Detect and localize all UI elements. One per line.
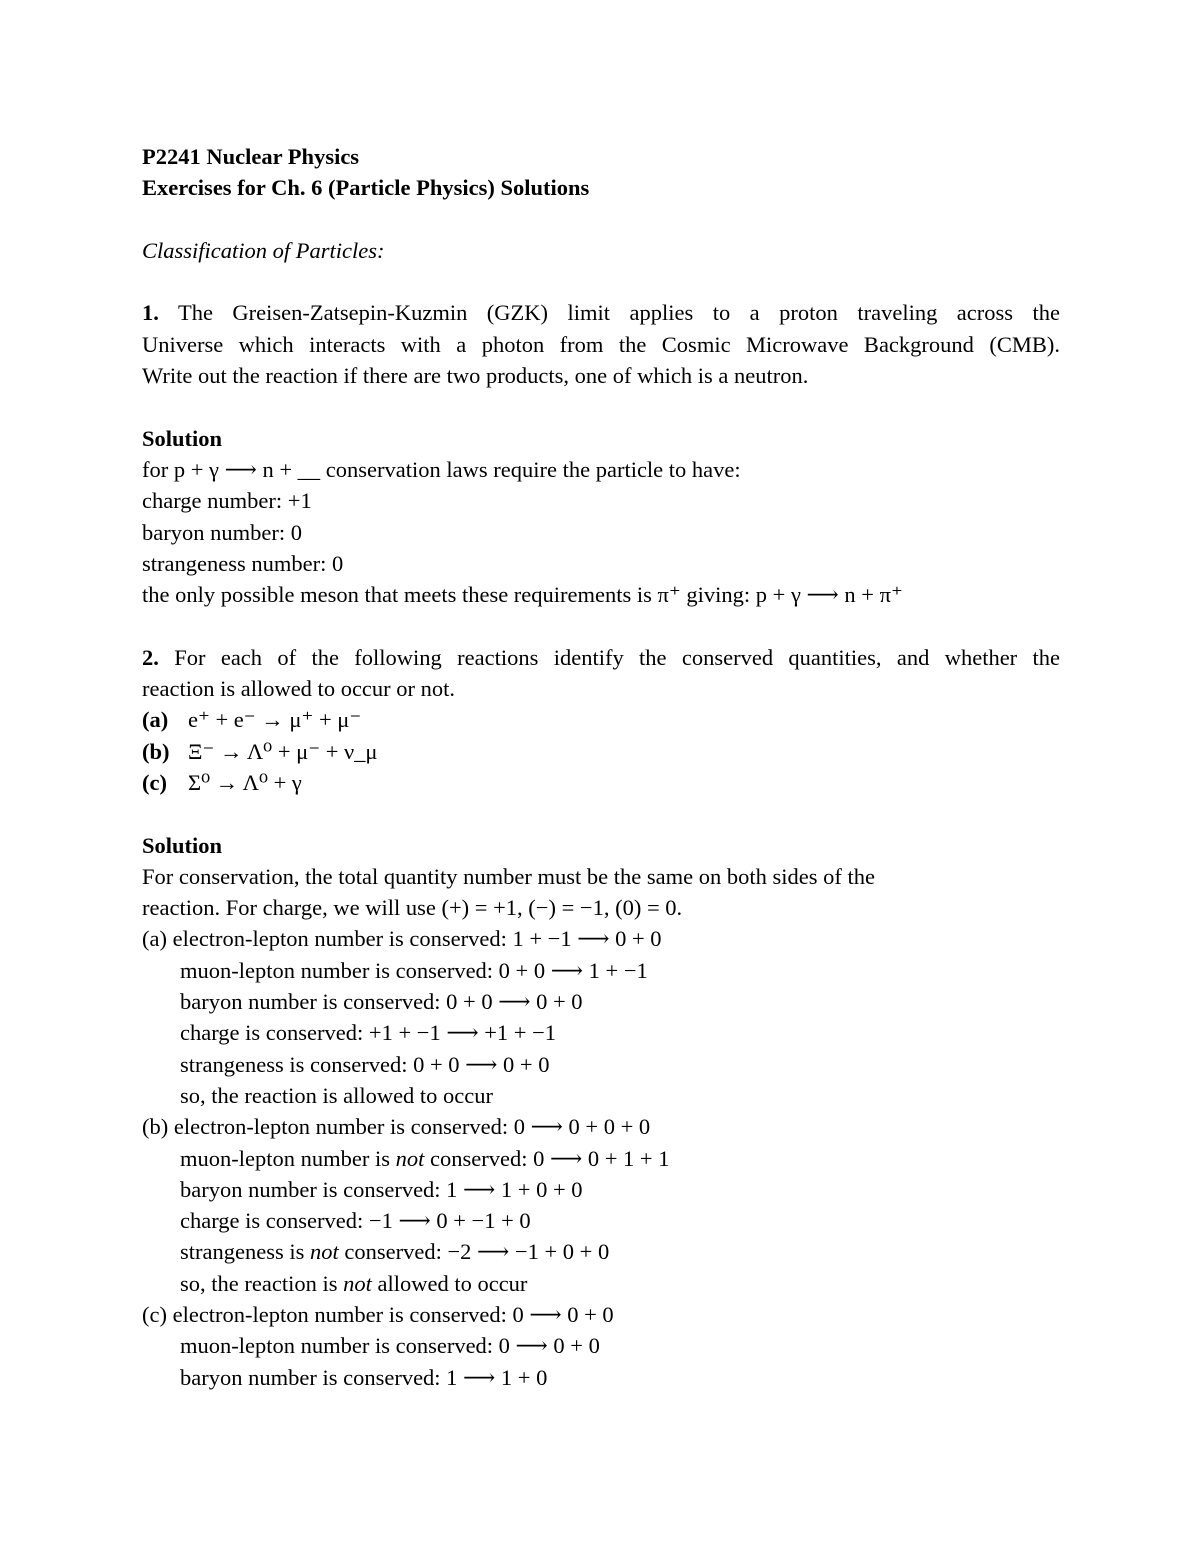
solution-intro: For conservation, the total quantity number must be the same on both sides of the [142, 863, 875, 889]
emphasis-not: not [309, 1239, 339, 1265]
part-c-first-line: (c) electron-lepton number is conserved: 0 ⟶ 0 + 0 [142, 1301, 614, 1327]
question-1-line-3: Write out the reaction if there are two products, one of which is a neutron. [142, 363, 809, 389]
part-b-conclusion [142, 1268, 1060, 1299]
question-number: 1. [142, 300, 159, 326]
part-b-muon-line [142, 1143, 1060, 1174]
reaction-label: (c) [142, 769, 167, 795]
document-subtitle: Exercises for Ch. 6 (Particle Physics) Solutions [142, 175, 590, 201]
part-a-line: strangeness is conserved: 0 + 0 ⟶ 0 + 0 [180, 1051, 550, 1077]
question-number: 2. [142, 644, 159, 670]
reaction-label: (b) [142, 738, 170, 764]
part-a-line: baryon number is conserved: 0 + 0 ⟶ 0 + 0 [180, 989, 583, 1015]
emphasis-not: not [395, 1145, 425, 1171]
spacer [142, 798, 1060, 829]
part-b-first-line: (b) electron-lepton number is conserved: 0 ⟶ 0 + 0 + 0 [142, 1114, 651, 1140]
solution-line: strangeness number: 0 [142, 550, 344, 576]
solution-line: charge number: +1 [142, 488, 312, 514]
spacer [142, 204, 1060, 235]
text: conserved: −2 ⟶ −1 + 0 + 0 [338, 1239, 610, 1265]
question-1-line-2: Universe which interacts with a photon from the Cosmic Microwave Background (CMB). [142, 331, 1060, 357]
part-c-line: muon-lepton number is conserved: 0 ⟶ 0 + 0 [180, 1333, 600, 1359]
part-c-line: baryon number is conserved: 1 ⟶ 1 + 0 [180, 1364, 548, 1390]
question-1-text: The Greisen-Zatsepin-Kuzmin (GZK) limit applies to a proton traveling across the [177, 300, 1060, 326]
question-2-text: For each of the following reactions identify the conserved quantities, and whether the [174, 644, 1061, 670]
text: allowed to occur [371, 1270, 528, 1296]
question-2-line-1 [142, 642, 1060, 673]
solution-line: baryon number: 0 [142, 519, 302, 545]
solution-heading: Solution [142, 832, 223, 858]
solution-line: the only possible meson that meets these requirements is π⁺ giving: p + γ ⟶ n + π⁺ [142, 582, 903, 608]
reaction-equation: Σ⁰ → Λ⁰ + γ [188, 769, 302, 795]
section-heading: Classification of Particles: [142, 237, 385, 263]
text: strangeness is [180, 1239, 310, 1265]
course-title: P2241 Nuclear Physics [142, 144, 360, 169]
spacer [142, 266, 1060, 297]
reaction-label: (a) [142, 707, 169, 733]
text: muon-lepton number is [180, 1145, 396, 1171]
solution-heading: Solution [142, 425, 223, 451]
question-1-line-1 [142, 297, 1060, 328]
reaction-c [142, 767, 1060, 798]
reaction-equation: Ξ⁻ → Λ⁰ + μ⁻ + ν_μ [188, 738, 378, 764]
text: so, the reaction is [180, 1270, 344, 1296]
document-page [142, 141, 1060, 1393]
reaction-equation: e⁺ + e⁻ → μ⁺ + μ⁻ [188, 707, 362, 733]
part-b-baryon-line: baryon number is conserved: 1 ⟶ 1 + 0 + 0 [180, 1176, 583, 1202]
spacer [142, 610, 1060, 641]
text: conserved: 0 ⟶ 0 + 1 + 1 [424, 1145, 670, 1171]
spacer [142, 391, 1060, 422]
part-a-line: charge is conserved: +1 + −1 ⟶ +1 + −1 [180, 1020, 557, 1046]
part-a-line: so, the reaction is allowed to occur [180, 1082, 494, 1108]
reaction-a [142, 704, 1060, 735]
part-b-strangeness-line [142, 1236, 1060, 1267]
part-b-charge-line: charge is conserved: −1 ⟶ 0 + −1 + 0 [180, 1208, 531, 1234]
solution-line: for p + γ ⟶ n + __ conservation laws require the particle to have: [142, 456, 741, 482]
part-a-line: muon-lepton number is conserved: 0 + 0 ⟶ 1 + −1 [180, 957, 648, 983]
question-2-line-2: reaction is allowed to occur or not. [142, 676, 456, 702]
part-a-first-line: (a) electron-lepton number is conserved: 1 + −1 ⟶ 0 + 0 [142, 926, 662, 952]
emphasis-not: not [343, 1270, 372, 1296]
reaction-b [142, 736, 1060, 767]
solution-intro: reaction. For charge, we will use (+) = +1, (−) = −1, (0) = 0. [142, 895, 683, 921]
